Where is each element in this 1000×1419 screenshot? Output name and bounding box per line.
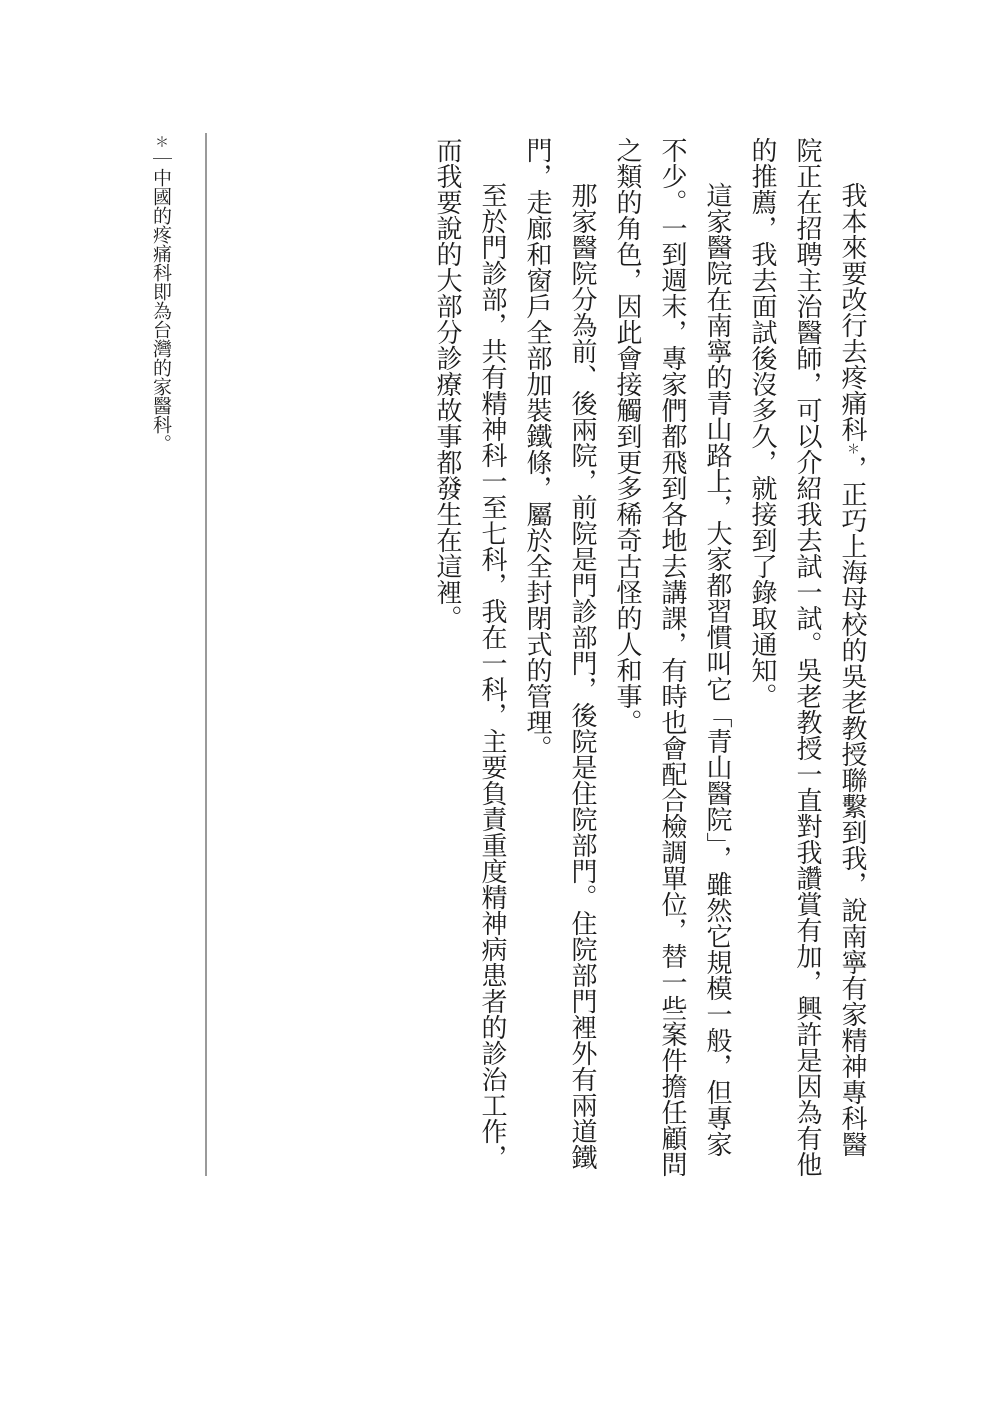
paragraph-1-rest: ，正巧上海母校的吳老教授聯繫到我，說南寧有家精神專科醫院正在招聘主治醫師，可以介紹我去試一試。吳老教授一直對我讚賞有加，興許是因為有他的推薦，我去面試後沒多久，就接到了錄取通知。: [748, 137, 867, 1177]
paragraph-4: 至於門診部，共有精神科一至七科，我在一科，主要負責重度精神病患者的診治工作，而我要說的大部分診療故事都發生在這裡。: [433, 137, 507, 1170]
paragraph-1-lead: 我本來要改行去疼痛科: [838, 182, 867, 442]
footnote-reference-marker: ＊: [845, 442, 860, 455]
footnote-separator-rule: [205, 133, 207, 1176]
footnote-text: 中國的疼痛科即為台灣的家醫科。: [150, 168, 171, 453]
footnote: [146, 135, 174, 1175]
footnote-separator: ｜: [150, 149, 171, 168]
paragraph-3: 那家醫院分為前、後兩院，前院是門診部門，後院是住院部門。住院部門裡外有兩道鐵門，走廊和窗戶全部加裝鐵條，屬於全封閉式的管理。: [523, 137, 597, 1170]
paragraph-2: 這家醫院在南寧的青山路上，大家都習慣叫它「青山醫院」，雖然它規模一般，但專家不少。一到週末，專家們都飛到各地去講課，有時也會配合檢調單位，替一些案件擔任顧問之類的角色，因此會接觸到更多稀奇古怪的人和事。: [613, 137, 732, 1177]
paragraph-1: [740, 137, 875, 1177]
main-text: [425, 137, 875, 1177]
footnote-marker: ＊: [153, 135, 168, 149]
